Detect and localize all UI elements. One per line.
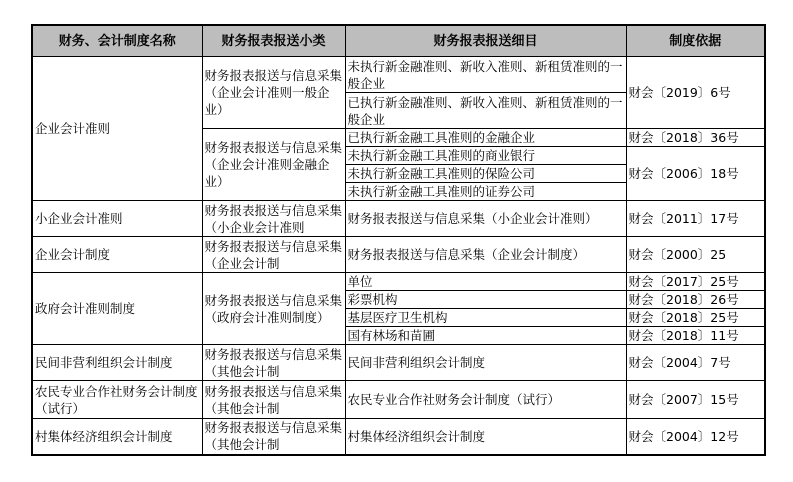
table-row	[32, 345, 765, 381]
basis-cell: 财会〔2011〕17号	[626, 201, 765, 237]
detail-cell: 已执行新金融准则、新收入准则、新租赁准则的一般企业	[345, 93, 626, 129]
subcategory-cell: 财务报表报送与信息采集（企业会计准则一般企业）	[202, 57, 345, 129]
header-detail: 财务报表报送细目	[345, 25, 626, 57]
basis-cell: 财会〔2000〕25	[626, 237, 765, 273]
system-name-cell: 政府会计准则制度	[32, 273, 202, 345]
detail-cell: 农民专业合作社财务会计制度（试行）	[345, 381, 626, 419]
header-row	[32, 25, 765, 57]
system-name-cell: 民间非营利组织会计制度	[32, 345, 202, 381]
subcategory-cell: 财务报表报送与信息采集（其他会计制	[202, 345, 345, 381]
basis-cell: 财会〔2019〕6号	[626, 57, 765, 129]
table-row	[32, 237, 765, 273]
system-name-cell: 企业会计准则	[32, 57, 202, 201]
subcategory-cell: 财务报表报送与信息采集（企业会计准则金融企业）	[202, 129, 345, 201]
subcategory-cell: 财务报表报送与信息采集（企业会计制	[202, 237, 345, 273]
system-name-cell: 村集体经济组织会计制度	[32, 419, 202, 455]
header-basis: 制度依据	[626, 25, 765, 57]
detail-cell: 民间非营利组织会计制度	[345, 345, 626, 381]
basis-cell: 财会〔2018〕25号	[626, 309, 765, 327]
detail-cell: 村集体经济组织会计制度	[345, 419, 626, 455]
basis-cell: 财会〔2004〕7号	[626, 345, 765, 381]
table-row	[32, 273, 765, 291]
basis-cell: 财会〔2017〕25号	[626, 273, 765, 291]
detail-cell: 财务报表报送与信息采集（小企业会计准则）	[345, 201, 626, 237]
detail-cell: 未执行新金融工具准则的证券公司	[345, 183, 626, 201]
subcategory-cell: 财务报表报送与信息采集（小企业会计准则	[202, 201, 345, 237]
detail-cell: 已执行新金融工具准则的金融企业	[345, 129, 626, 147]
basis-cell: 财会〔2004〕12号	[626, 419, 765, 455]
financial-report-table	[31, 24, 766, 456]
subcategory-cell: 财务报表报送与信息采集（其他会计制	[202, 381, 345, 419]
table-row	[32, 57, 765, 75]
header-name: 财务、会计制度名称	[32, 25, 202, 57]
detail-cell: 基层医疗卫生机构	[345, 309, 626, 327]
basis-cell: 财会〔2018〕11号	[626, 327, 765, 345]
system-name-cell: 农民专业合作社财务会计制度（试行）	[32, 381, 202, 419]
table-row	[32, 381, 765, 419]
table-row	[32, 419, 765, 455]
detail-cell: 彩票机构	[345, 291, 626, 309]
table-row	[32, 201, 765, 237]
basis-cell: 财会〔2006〕18号	[626, 147, 765, 201]
detail-cell: 财务报表报送与信息采集（企业会计制度）	[345, 237, 626, 273]
basis-cell: 财会〔2018〕26号	[626, 291, 765, 309]
subcategory-cell: 财务报表报送与信息采集（其他会计制	[202, 419, 345, 455]
system-name-cell: 企业会计制度	[32, 237, 202, 273]
basis-cell: 财会〔2007〕15号	[626, 381, 765, 419]
subcategory-cell: 财务报表报送与信息采集（政府会计准则制度）	[202, 273, 345, 345]
detail-cell: 国有林场和苗圃	[345, 327, 626, 345]
detail-cell: 未执行新金融工具准则的商业银行	[345, 147, 626, 165]
detail-cell: 单位	[345, 273, 626, 291]
detail-cell: 未执行新金融准则、新收入准则、新租赁准则的一般企业	[345, 57, 626, 93]
system-name-cell: 小企业会计准则	[32, 201, 202, 237]
detail-cell: 未执行新金融工具准则的保险公司	[345, 165, 626, 183]
basis-cell: 财会〔2018〕36号	[626, 129, 765, 147]
header-subcategory: 财务报表报送小类	[202, 25, 345, 57]
